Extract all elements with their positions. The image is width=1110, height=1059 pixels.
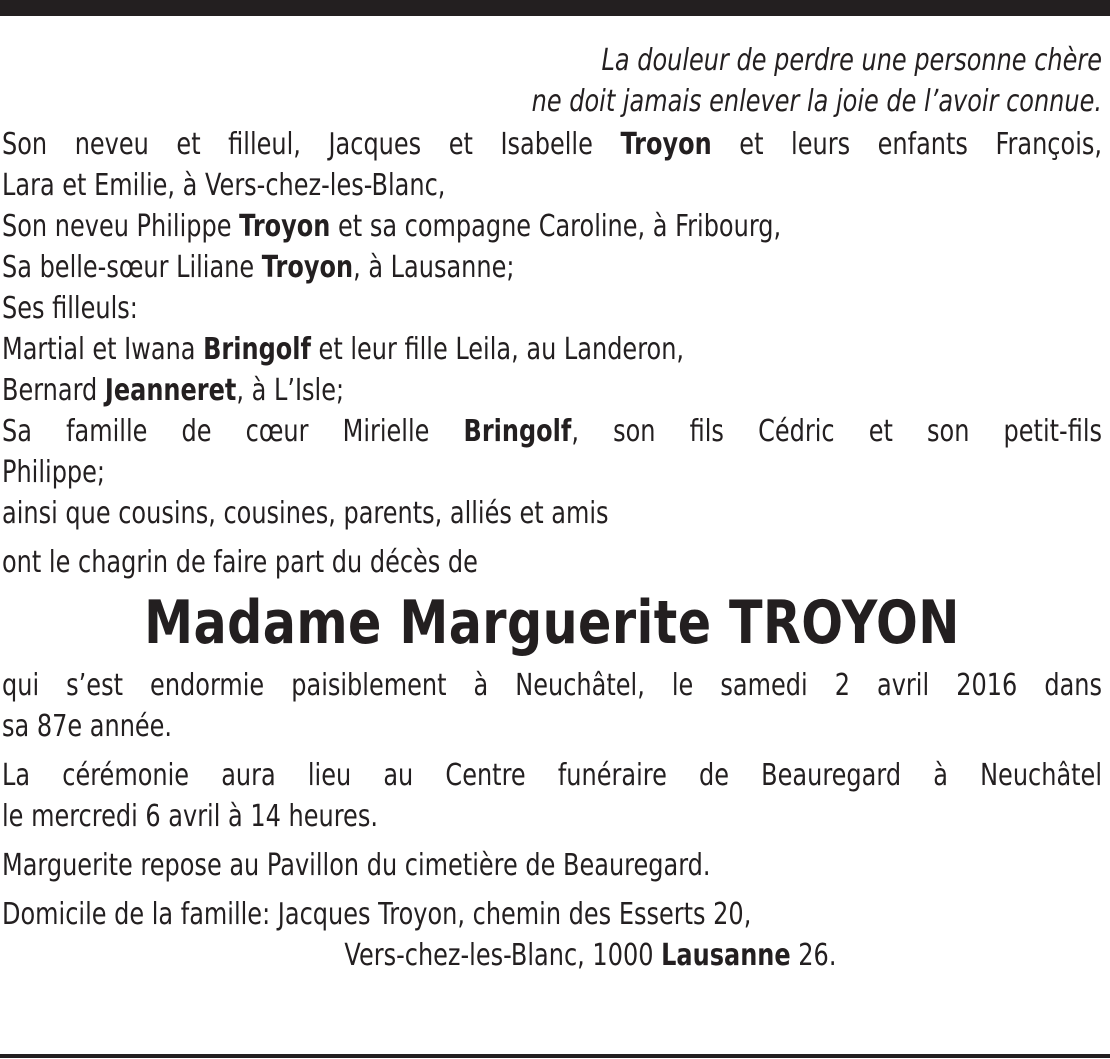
ceremony-line-2: le mercredi 6 avril à 14 heures. xyxy=(2,799,378,834)
family-line-5: Ses filleuls: xyxy=(2,291,138,326)
text: , à L’Isle; xyxy=(236,373,345,408)
text: 26. xyxy=(790,938,837,973)
text: Martial et Iwana xyxy=(2,332,204,367)
surname: Troyon xyxy=(261,250,354,285)
family-line-2: Lara et Emilie, à Vers-chez-les-Blanc, xyxy=(2,168,446,203)
city: Lausanne xyxy=(661,938,791,973)
text: et leur fille Leila, au Landeron, xyxy=(310,332,685,367)
text: , son fils Cédric et son petit-fils xyxy=(571,414,1102,449)
announcement: ont le chagrin de faire part du décès de xyxy=(2,545,478,580)
death-line-2: sa 87e année. xyxy=(2,709,173,744)
ceremony-line-1: La cérémonie aura lieu au Centre funéraire de Beauregard à Neuchâtel xyxy=(2,758,1102,793)
obituary-notice xyxy=(2,40,1102,976)
text: et leurs enfants François, xyxy=(711,127,1102,162)
text: Vers-chez-les-Blanc, 1000 xyxy=(344,938,662,973)
family-list xyxy=(2,124,1102,534)
epigraph-line-1: La douleur de perdre une personne chère xyxy=(601,43,1102,78)
surname: Bringolf xyxy=(463,414,572,449)
epigraph-line-2: ne doit jamais enlever la joie de l’avoir connue. xyxy=(531,84,1102,119)
text: et sa compagne Caroline, à Fribourg, xyxy=(330,209,782,244)
text: , à Lausanne; xyxy=(353,250,515,285)
text: Son neveu et filleul, Jacques et Isabelle xyxy=(2,127,621,162)
family-line-3 xyxy=(2,206,1102,247)
bottom-rule xyxy=(0,1054,1110,1058)
family-line-1 xyxy=(2,124,1102,165)
surname: Troyon xyxy=(620,127,712,162)
family-line-8 xyxy=(2,411,1102,452)
text: Sa famille de cœur Mirielle xyxy=(2,414,464,449)
family-address xyxy=(2,894,1102,976)
top-rule xyxy=(0,0,1110,16)
family-line-10: ainsi que cousins, cousines, parents, alliés et amis xyxy=(2,496,609,531)
family-line-6 xyxy=(2,329,1102,370)
family-line-9: Philippe; xyxy=(2,455,106,490)
surname: Troyon xyxy=(239,209,331,244)
text: Sa belle-sœur Liliane xyxy=(2,250,262,285)
surname: Bringolf xyxy=(203,332,311,367)
family-line-7 xyxy=(2,370,1102,411)
death-details xyxy=(2,665,1102,747)
text: Bernard xyxy=(2,373,105,408)
resting-place: Marguerite repose au Pavillon du cimetière de Beauregard. xyxy=(2,848,711,883)
address-line-1: Domicile de la famille: Jacques Troyon, chemin des Esserts 20, xyxy=(2,897,752,932)
text: Son neveu Philippe xyxy=(2,209,240,244)
epigraph xyxy=(2,40,1102,122)
address-line-2 xyxy=(2,935,1110,976)
family-line-4 xyxy=(2,247,1102,288)
deceased-name: Madame Marguerite TROYON xyxy=(144,588,960,658)
ceremony-details xyxy=(2,755,1102,837)
death-line-1: qui s’est endormie paisiblement à Neuchâtel, le samedi 2 avril 2016 dans xyxy=(2,668,1102,703)
surname: Jeanneret xyxy=(104,373,237,408)
